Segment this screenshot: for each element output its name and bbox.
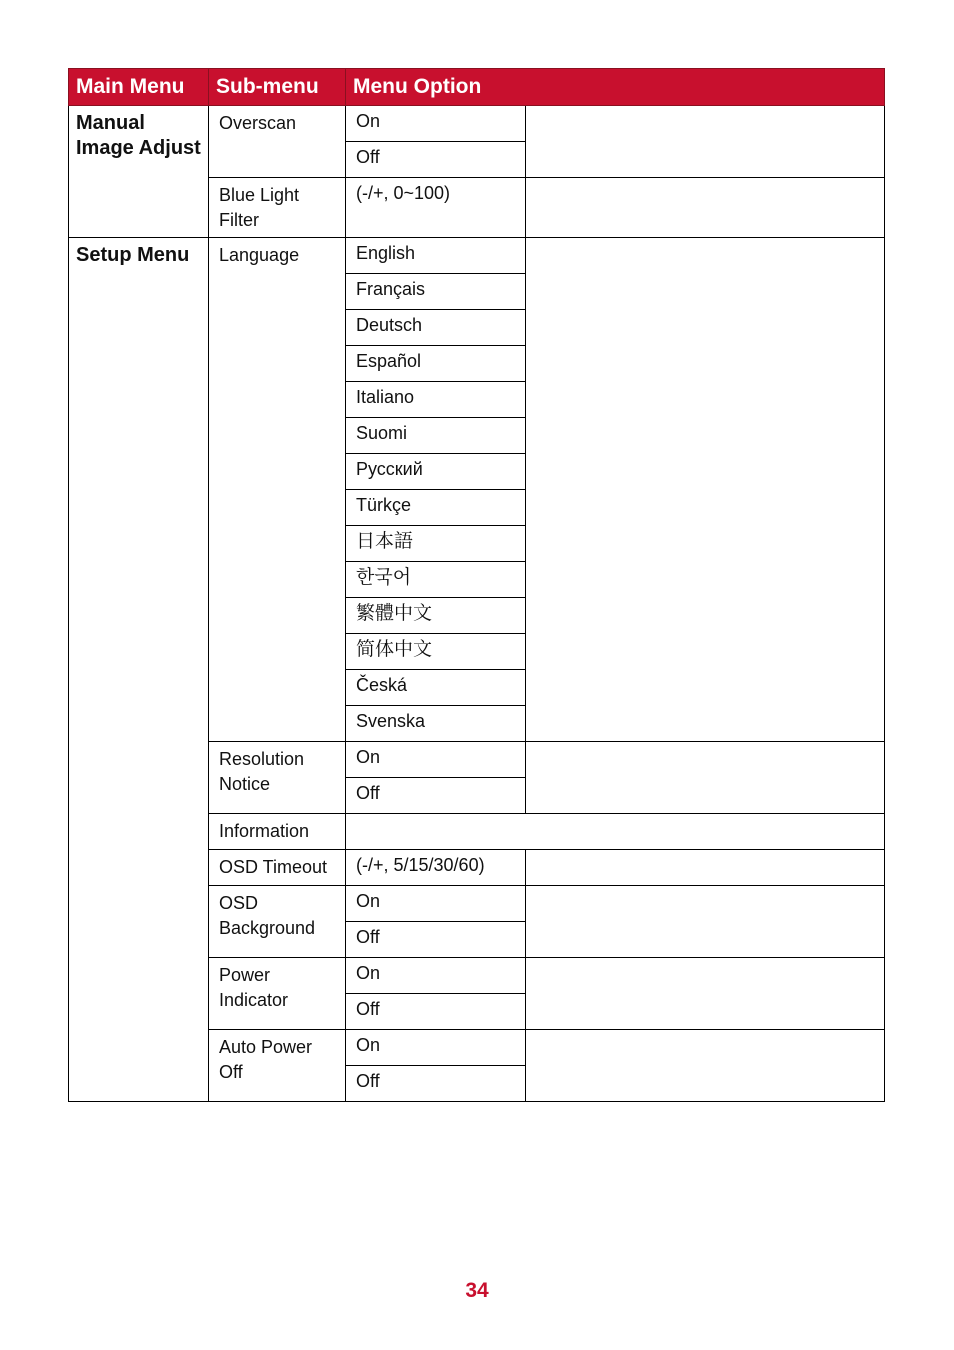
menu-option: 简体中文 xyxy=(346,634,526,670)
sub-menu-blue-light-filter: Blue Light Filter xyxy=(209,178,346,238)
menu-option: (-/+, 0~100) xyxy=(346,178,526,238)
menu-option: On xyxy=(346,1030,526,1066)
sub-menu-resolution-notice: Resolution Notice xyxy=(209,742,346,814)
menu-option: Suomi xyxy=(346,418,526,454)
sub-menu-language: Language xyxy=(209,238,346,742)
menu-option: Off xyxy=(346,994,526,1030)
page-number: 34 xyxy=(465,1279,489,1302)
menu-option: Français xyxy=(346,274,526,310)
menu-option: 日本語 xyxy=(346,526,526,562)
sub-menu-osd-background: OSD Background xyxy=(209,886,346,958)
sub-menu-overscan: Overscan xyxy=(209,106,346,178)
blank-cell xyxy=(526,886,885,958)
table-row xyxy=(69,238,885,274)
menu-option: Svenska xyxy=(346,706,526,742)
sub-menu-osd-timeout: OSD Timeout xyxy=(209,850,346,886)
menu-option: Italiano xyxy=(346,382,526,418)
menu-option: On xyxy=(346,958,526,994)
menu-option: English xyxy=(346,238,526,274)
blank-cell xyxy=(526,178,885,238)
menu-option: On xyxy=(346,742,526,778)
menu-table xyxy=(68,68,885,1102)
main-menu-setup-menu: Setup Menu xyxy=(69,238,209,1102)
menu-option: Türkçe xyxy=(346,490,526,526)
sub-menu-power-indicator: Power Indicator xyxy=(209,958,346,1030)
header-sub-menu: Sub-menu xyxy=(209,69,346,106)
blank-cell xyxy=(526,958,885,1030)
menu-option: Off xyxy=(346,142,526,178)
menu-option: Русский xyxy=(346,454,526,490)
blank-cell xyxy=(526,742,885,814)
main-menu-manual-image-adjust: Manual Image Adjust xyxy=(69,106,209,238)
menu-option: 繁體中文 xyxy=(346,598,526,634)
menu-option: On xyxy=(346,886,526,922)
menu-option: Deutsch xyxy=(346,310,526,346)
menu-option: Česká xyxy=(346,670,526,706)
menu-option: Off xyxy=(346,1066,526,1102)
menu-option: 한국어 xyxy=(346,562,526,598)
header-row xyxy=(69,69,885,106)
blank-cell xyxy=(526,1030,885,1102)
blank-cell xyxy=(526,238,885,742)
sub-menu-information: Information xyxy=(209,814,346,850)
menu-option: Off xyxy=(346,922,526,958)
menu-option: Off xyxy=(346,778,526,814)
header-main-menu: Main Menu xyxy=(69,69,209,106)
menu-option: (-/+, 5/15/30/60) xyxy=(346,850,526,886)
sub-menu-auto-power-off: Auto Power Off xyxy=(209,1030,346,1102)
menu-option: On xyxy=(346,106,526,142)
blank-cell xyxy=(526,106,885,178)
menu-option: Español xyxy=(346,346,526,382)
table-row xyxy=(69,106,885,142)
header-menu-option: Menu Option xyxy=(346,69,885,106)
option-empty xyxy=(346,814,885,850)
blank-cell xyxy=(526,850,885,886)
